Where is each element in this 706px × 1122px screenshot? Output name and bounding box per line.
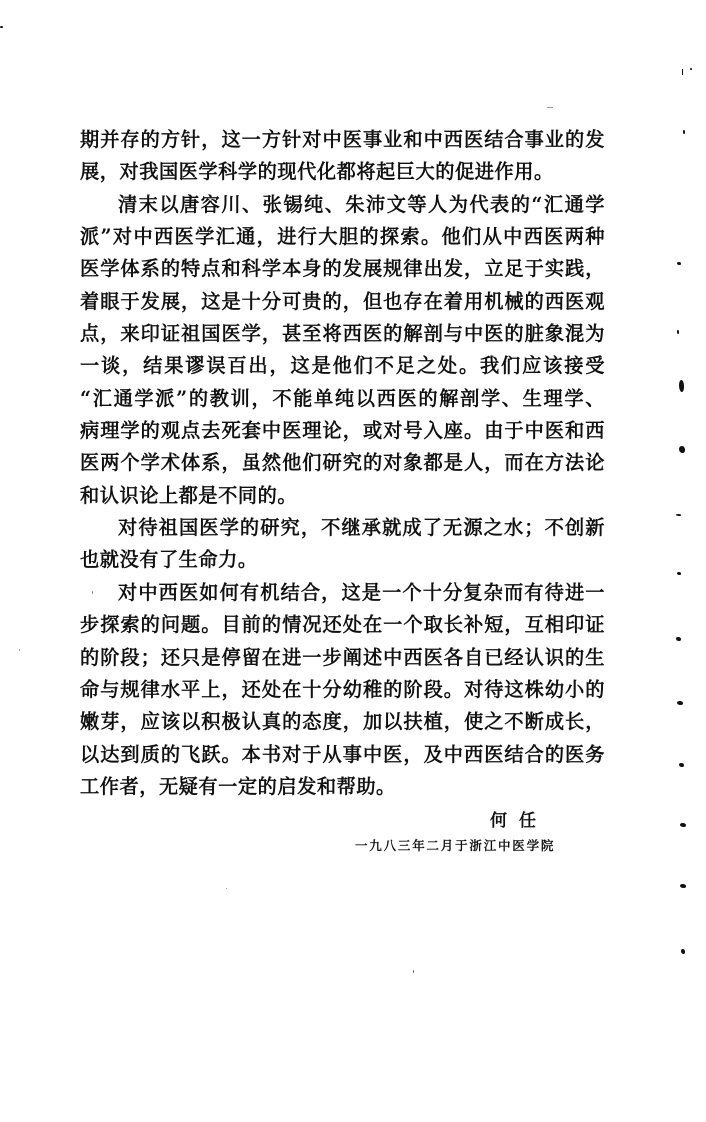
scan-artifact-speck: [679, 380, 684, 392]
text-line: “汇通学派”的教训，不能单纯以西医的解剖学、生理学、: [80, 386, 605, 410]
scan-artifact-speck: [19, 649, 20, 651]
scan-artifact-speck: [92, 591, 93, 594]
scan-artifact-dash: [547, 107, 553, 108]
scan-artifact-speck: [680, 823, 686, 827]
text-line: 期并存的方针，这一方针对中医事业和中西医结合事业的发: [80, 128, 605, 151]
text-line: 工作者，无疑有一定的启发和帮助。: [80, 774, 396, 798]
paragraph-start-line: 清末以唐容川、张锡纯、朱沛文等人为代表的“汇通学: [118, 192, 605, 216]
scan-artifact-speck: [677, 330, 679, 334]
text-line: 病理学的观点去死套中医理论，或对号入座。由于中医和西: [80, 419, 605, 443]
scan-artifact-speck: [677, 262, 681, 265]
text-line: 步探索的问题。目前的情况还处在一个取长补短，互相印证: [80, 613, 605, 637]
text-line: 以达到质的飞跃。本书对于从事中医，及中西医结合的医务: [80, 742, 605, 766]
text-line: 展，对我国医学科学的现代化都将起巨大的促进作用。: [80, 160, 554, 184]
scan-artifact-speck: [683, 130, 685, 134]
text-line: 和认识论上都是不同的。: [80, 483, 298, 507]
scan-artifact-speck: [677, 701, 683, 705]
paragraph-start-line: 对待祖国医学的研究，不继承就成了无源之水；不创新: [118, 516, 605, 540]
date-place-line: 一九八三年二月于浙江中医学院: [355, 838, 556, 853]
scan-artifact-speck: [413, 970, 414, 973]
scan-artifact-speck: [676, 514, 681, 516]
scan-artifact-speck: [679, 446, 685, 453]
text-line: 医学体系的特点和科学本身的发展规律出发，立足于实践，: [80, 257, 605, 281]
scan-artifact-speck: [690, 68, 692, 70]
scan-artifact-speck: [226, 888, 227, 889]
text-line: 也就没有了生命力。: [80, 548, 258, 572]
scan-artifact-speck: [0, 26, 3, 28]
text-line: 医两个学术体系，虽然他们研究的对象都是人，而在方法论: [80, 451, 605, 475]
text-line: 派”对中西医学汇通，进行大胆的探索。他们从中西医两种: [80, 225, 605, 249]
scan-artifact-speck: [682, 69, 683, 75]
text-line: 命与规律水平上，还处在十分幼稚的阶段。对待这株幼小的: [80, 677, 605, 701]
paragraph-start-line: 对中西医如何有机结合，这是一个十分复杂而有待进一: [118, 580, 605, 604]
scan-artifact-speck: [680, 884, 686, 888]
scan-artifact-speck: [679, 763, 684, 767]
text-line: 一谈，结果谬误百出，这是他们不足之处。我们应该接受: [80, 354, 605, 378]
scan-artifact-speck: [676, 637, 681, 641]
body-text: [80, 124, 605, 803]
scan-artifact-speck: [681, 949, 685, 954]
author-signature: 何任: [490, 811, 548, 831]
scan-artifact-speck: [677, 572, 681, 575]
text-line: 点，来印证祖国医学，甚至将西医的解剖与中医的脏象混为: [80, 322, 605, 346]
text-line: 的阶段；还只是停留在进一步阐述中西医各自已经认识的生: [80, 645, 605, 669]
text-line: 着眼于发展，这是十分可贵的，但也存在着用机械的西医观: [80, 289, 605, 313]
text-line: 嫩芽，应该以积极认真的态度，加以扶植，使之不断成长，: [80, 710, 605, 734]
